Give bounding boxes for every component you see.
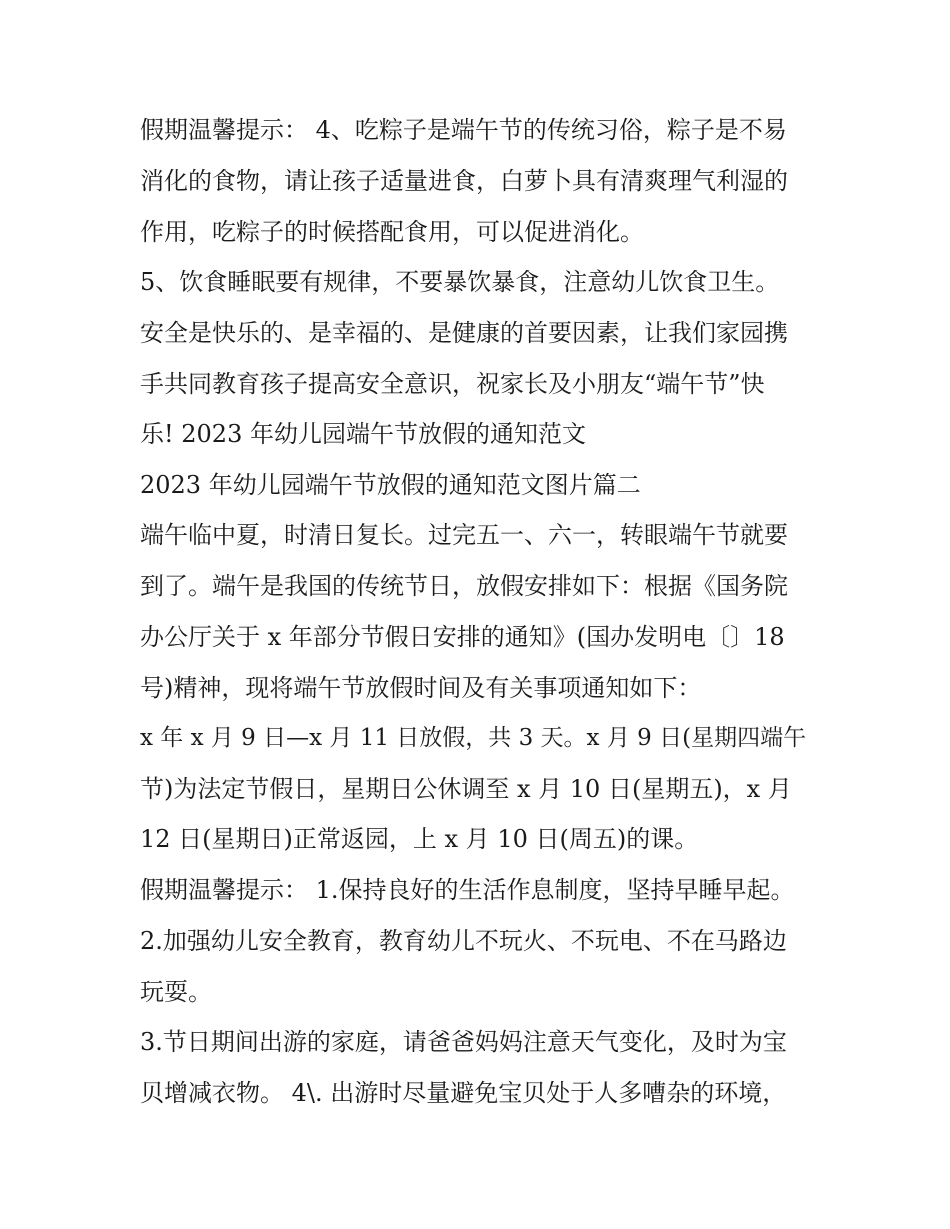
text-line: 安全是快乐的、是幸福的、是健康的首要因素，让我们家园携 — [140, 319, 788, 347]
text-line: 号)精神，现将端午节放假时间及有关事项通知如下： — [140, 674, 702, 702]
text-line: x 年 x 月 9 日—x 月 11 日放假，共 3 天。x 月 9 日(星期四端午 — [140, 725, 807, 751]
text-line: 节)为法定节假日，星期日公休调至 x 月 10 日(星期五)，x 月 — [140, 775, 792, 803]
text-line: 12 日(星期日)正常返园，上 x 月 10 日(周五)的课。 — [140, 825, 699, 853]
text-line: 办公厅关于 x 年部分节假日安排的通知》(国办发明电〔〕18 — [140, 623, 785, 651]
text-line: 假期温馨提示： 1.保持良好的生活作息制度，坚持早睡早起。 — [140, 876, 795, 904]
section-heading: 2023 年幼儿园端午节放假的通知范文图片篇二 — [140, 471, 641, 499]
text-line: 消化的食物，请让孩子适量进食，白萝卜具有清爽理气利湿的 — [140, 167, 788, 195]
text-line: 玩耍。 — [140, 978, 212, 1006]
text-line: 2.加强幼儿安全教育，教育幼儿不玩火、不玩电、不在马路边 — [140, 927, 787, 955]
text-line: 假期温馨提示： 4、吃粽子是端午节的传统习俗，粽子是不易 — [140, 116, 787, 144]
text-line: 端午临中夏，时清日复长。过完五一、六一，转眼端午节就要 — [140, 521, 788, 549]
text-line: 5、饮食睡眠要有规律，不要暴饮暴食，注意幼儿饮食卫生。 — [140, 268, 780, 296]
text-line: 手共同教育孩子提高安全意识，祝家长及小朋友“端午节”快 — [140, 370, 765, 398]
text-line: 作用，吃粽子的时候搭配食用，可以促进消化。 — [140, 218, 644, 246]
text-line: 乐! 2023 年幼儿园端午节放假的通知范文 — [140, 420, 586, 448]
text-line: 到了。端午是我国的传统节日，放假安排如下：根据《国务院 — [140, 572, 788, 600]
text-line: 3.节日期间出游的家庭，请爸爸妈妈注意天气变化，及时为宝 — [140, 1028, 787, 1056]
text-line: 贝增减衣物。 4\. 出游时尽量避免宝贝处于人多嘈杂的环境， — [140, 1079, 787, 1107]
